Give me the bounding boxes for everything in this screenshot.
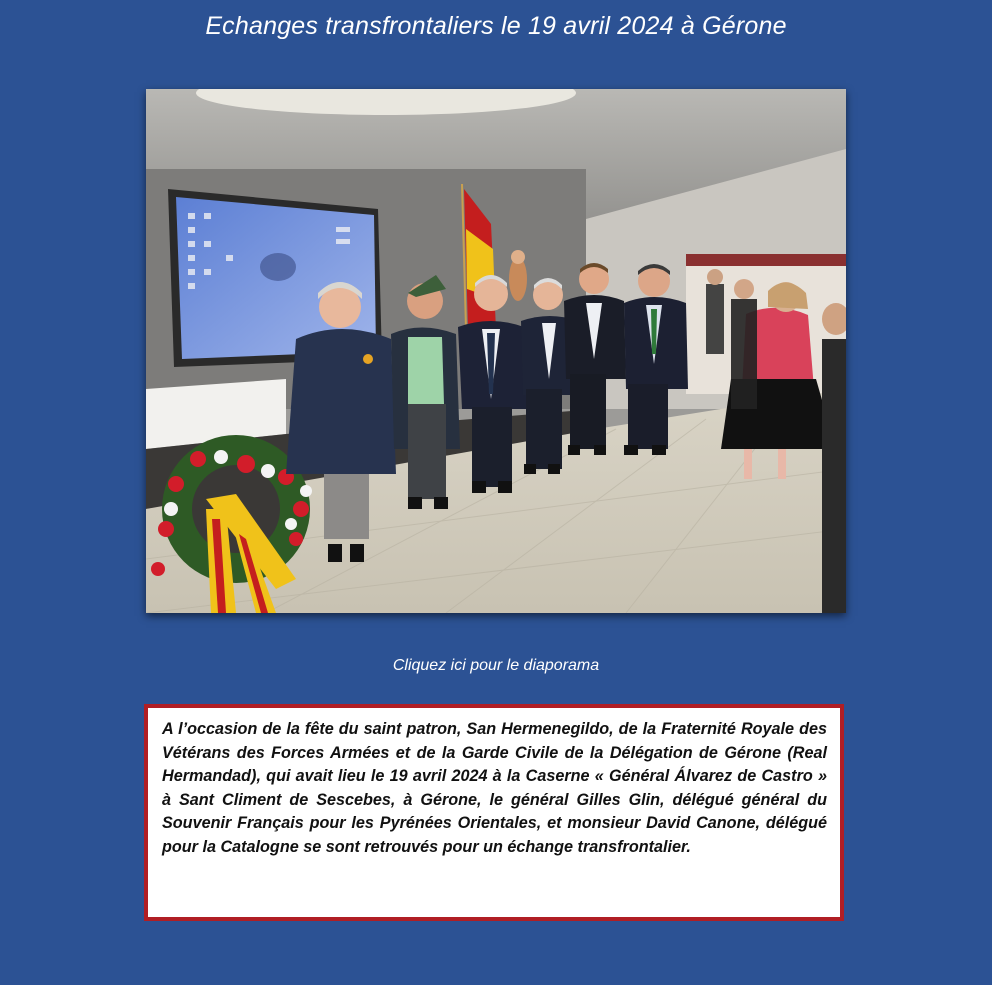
slideshow-link[interactable]: Cliquez ici pour le diaporama (392, 657, 600, 674)
event-photo[interactable] (146, 89, 846, 613)
page-title: Echanges transfrontaliers le 19 avril 2024 à Gérone (205, 12, 787, 40)
description-box (144, 704, 844, 921)
group-photo-illustration (146, 89, 846, 613)
description-text: A l’occasion de la fête du saint patron, San Hermenegildo, de la Fraternité Royale des Vétérans des Forces Armées et de la Garde Civile de la Délégation de Gérone (Real Hermandad), qui avait lieu le 19 avril 2024 à la Caserne « Général Álvarez de Castro » à Sant Climent de Sescebes, à Gérone, le général Gilles Glin, délégué général du Souvenir Français pour les Pyrénées Orientales, et monsieur David Canone, délégué pour la Catalogne se sont retrouvés pour un échange transfrontalier. (162, 720, 827, 856)
